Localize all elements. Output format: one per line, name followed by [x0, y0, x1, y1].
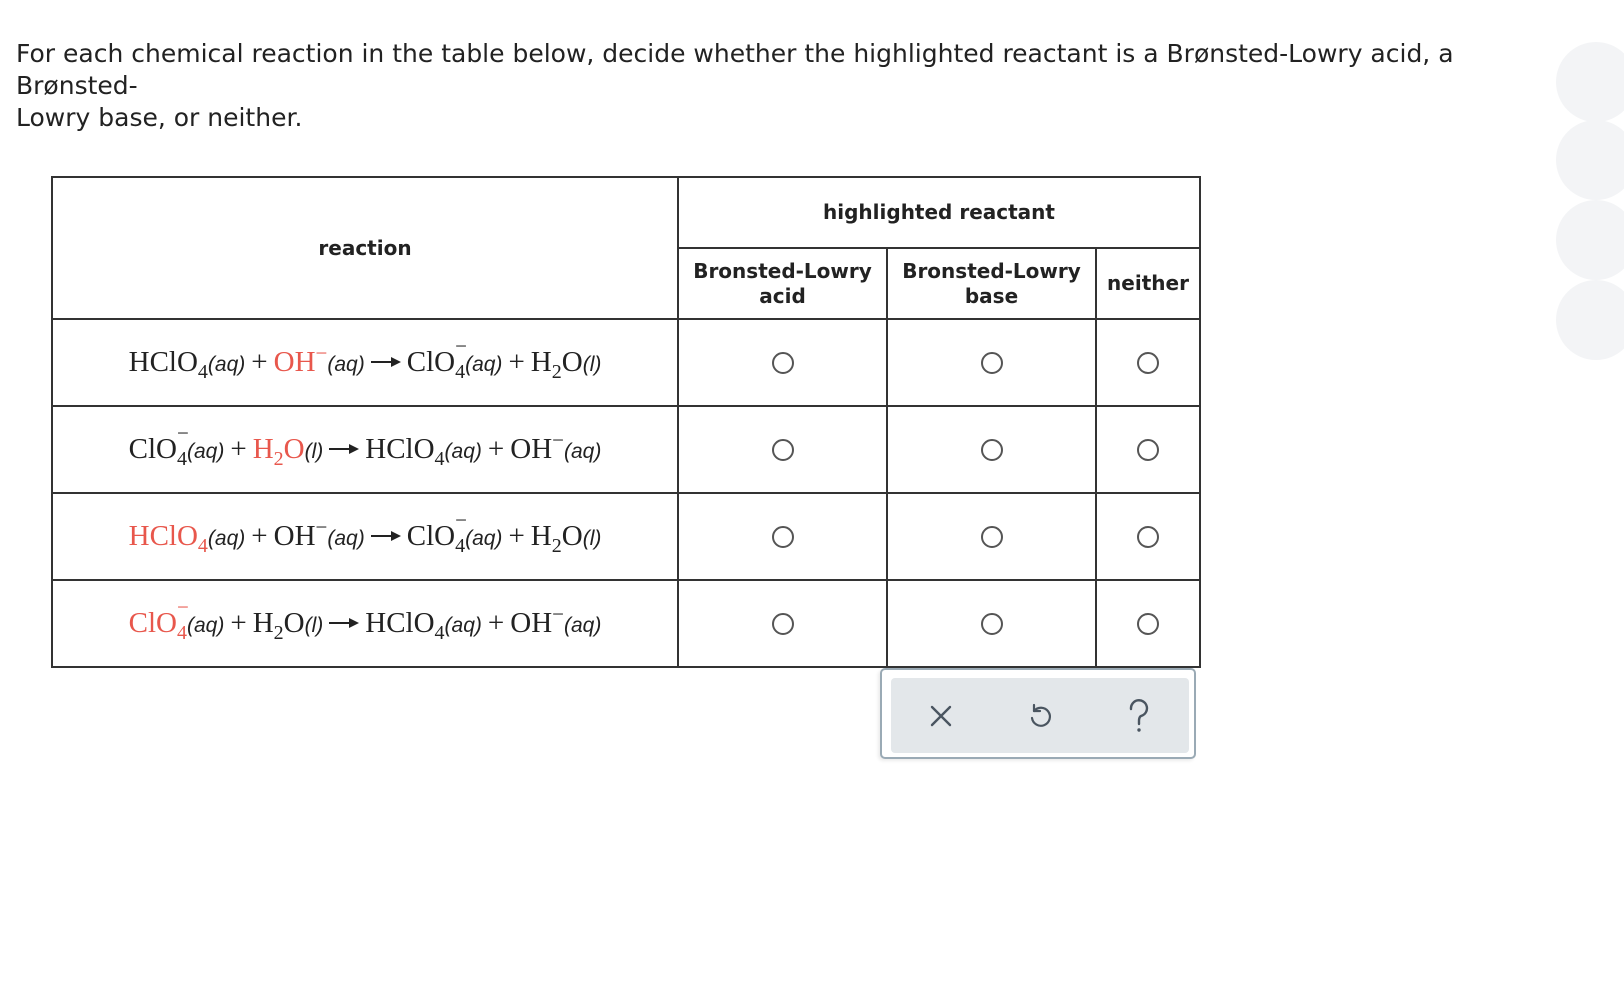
neither-radio[interactable]: [1137, 613, 1159, 635]
table-row: [52, 580, 1200, 667]
reaction-column-header: [52, 177, 678, 319]
side-tab-2[interactable]: [1556, 120, 1624, 200]
neither-radio[interactable]: [1137, 352, 1159, 374]
neither-choice-cell: [1096, 319, 1200, 406]
base-choice-cell: [887, 580, 1096, 667]
base-radio[interactable]: [981, 352, 1003, 374]
reaction-arrow-icon: [371, 357, 401, 367]
reactant-2-highlighted: $H_2O$: [252, 433, 305, 470]
base-radio[interactable]: [981, 613, 1003, 635]
table-row: [52, 319, 1200, 406]
side-tab-4[interactable]: [1556, 280, 1624, 360]
acid-choice-cell: [678, 493, 887, 580]
reactant-1: ClO$_4$ − (aq): [128, 421, 225, 470]
base-choice-cell: [887, 319, 1096, 406]
reaction-equation-cell: [52, 406, 678, 493]
prompt-line-2: Lowry base, or neither.: [16, 103, 303, 132]
reactant-1-highlighted: ClO$_4$ −: [128, 595, 189, 644]
reaction-equation: HClO$_4$(aq) + OH−(aq) ClO$_4$ − $(aq) + H_2O(l)$: [128, 508, 602, 557]
acid-radio[interactable]: [772, 439, 794, 461]
acid-radio[interactable]: [772, 613, 794, 635]
question-prompt: [16, 38, 1576, 134]
neither-column-header: [1096, 248, 1200, 319]
reactant-2-highlighted: OH−: [273, 341, 328, 378]
table-row: [52, 406, 1200, 493]
undo-icon: [1027, 703, 1053, 729]
prompt-line-1: For each chemical reaction in the table below, decide whether the highlighted reactant is a Brønsted-Lowry acid, a Brønsted-: [16, 39, 1454, 100]
reaction-arrow-icon: [371, 531, 401, 541]
product-2: $H_2O(l)$: [530, 346, 602, 383]
acid-radio[interactable]: [772, 352, 794, 374]
acid-radio[interactable]: [772, 526, 794, 548]
acid-choice-cell: [678, 319, 887, 406]
neither-radio[interactable]: [1137, 526, 1159, 548]
reaction-equation-cell: [52, 580, 678, 667]
product-2: OH−(aq): [510, 602, 602, 639]
product-1: HClO$_4$(aq): [365, 607, 482, 644]
reaction-equation-cell: [52, 319, 678, 406]
base-choice-cell: [887, 493, 1096, 580]
neither-choice-cell: [1096, 580, 1200, 667]
product-2: $H_2O(l)$: [530, 520, 602, 557]
help-icon: [1127, 699, 1151, 733]
reaction-equation-cell: [52, 493, 678, 580]
base-radio[interactable]: [981, 439, 1003, 461]
plus-sign: +: [251, 520, 268, 552]
base-column-header: [887, 248, 1096, 319]
reaction-arrow-icon: [329, 618, 359, 628]
plus-sign: +: [230, 607, 247, 639]
plus-sign: +: [251, 346, 268, 378]
product-1: ClO$_4$ − (aq): [406, 334, 503, 383]
reaction-table: [51, 176, 1201, 668]
base-choice-cell: [887, 406, 1096, 493]
table-row: [52, 493, 1200, 580]
acid-header-line2: acid: [759, 283, 806, 308]
base-radio[interactable]: [981, 526, 1003, 548]
acid-column-header: [678, 248, 887, 319]
product-1: ClO$_4$ − (aq): [406, 508, 503, 557]
reactant-1: HClO$_4$(aq): [128, 346, 246, 383]
reactant-1-highlighted: HClO$_4$: [128, 520, 208, 557]
neither-choice-cell: [1096, 493, 1200, 580]
base-header-line2: base: [964, 283, 1019, 308]
highlighted-reactant-label: highlighted reactant: [823, 200, 1055, 224]
highlighted-reactant-header: [678, 177, 1200, 248]
acid-header-line1: Bronsted-Lowry: [693, 258, 872, 283]
plus-sign: +: [230, 433, 247, 465]
toolbar-button-group: [891, 678, 1189, 753]
clear-button[interactable]: [916, 691, 966, 741]
reaction-arrow-icon: [329, 444, 359, 454]
neither-choice-cell: [1096, 406, 1200, 493]
reaction-header-label: reaction: [318, 235, 412, 260]
reaction-equation: ClO$_4$ − $(aq) + H_2O(l)$ HClO$_4$(aq) + OH−(aq): [128, 421, 602, 470]
reactant-2: OH−(aq): [273, 515, 365, 552]
answer-toolbar: [880, 668, 1196, 759]
reaction-equation: HClO$_4$(aq) + OH−(aq) ClO$_4$ − $(aq) + H_2O(l)$: [128, 334, 602, 383]
base-header-line1: Bronsted-Lowry: [902, 258, 1081, 283]
close-icon: [929, 704, 953, 728]
side-tab-3[interactable]: [1556, 200, 1624, 280]
reactant-2: $H_2O(l)$: [252, 607, 324, 644]
neither-header-label: neither: [1107, 271, 1189, 295]
neither-radio[interactable]: [1137, 439, 1159, 461]
acid-choice-cell: [678, 580, 887, 667]
product-1: HClO$_4$(aq): [365, 433, 482, 470]
product-2: OH−(aq): [510, 428, 602, 465]
reaction-equation: ClO$_4$ − $(aq) + H_2O(l)$ HClO$_4$(aq) + OH−(aq): [128, 595, 602, 644]
help-button[interactable]: [1114, 691, 1164, 741]
undo-button[interactable]: [1015, 691, 1065, 741]
acid-choice-cell: [678, 406, 887, 493]
